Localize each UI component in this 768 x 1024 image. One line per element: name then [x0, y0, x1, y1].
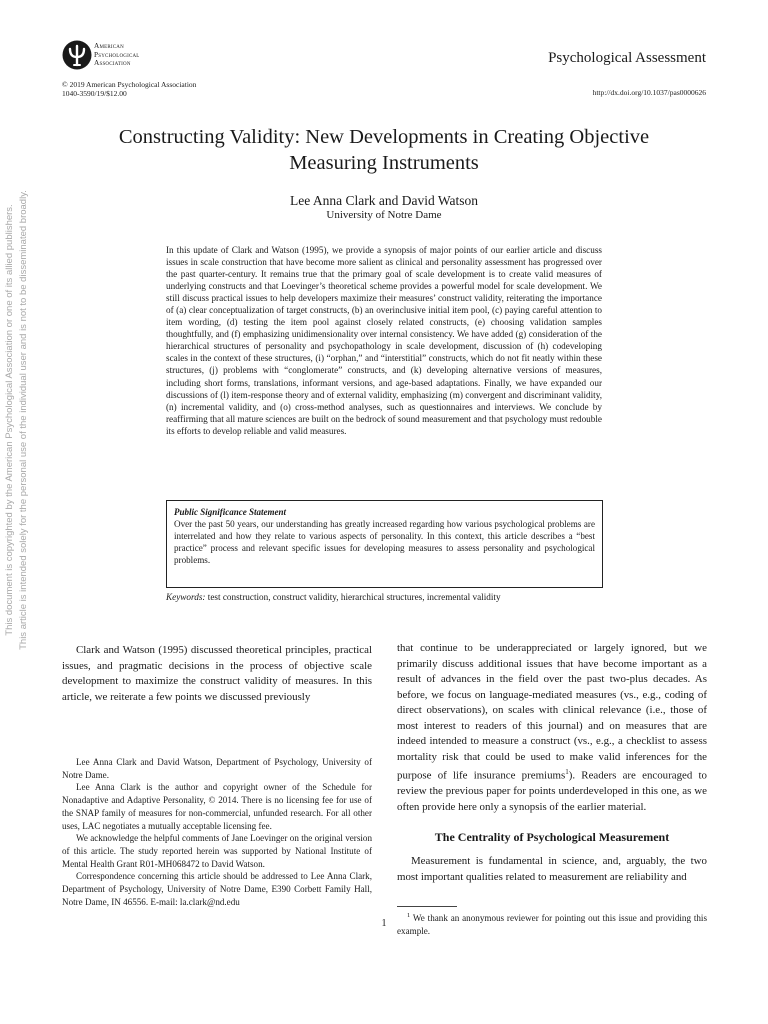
author-note-copyright: Lee Anna Clark is the author and copyright owner of the Schedule for Nonadaptive and Adaptive Personality, © 2014. There is no licensing fee for use of the SNAP family of measures for non-commercial, unfunded research. For all other uses, LAC negotiates a mutually acceptable licensing fee. — [62, 782, 372, 831]
keywords-label: Keywords: — [166, 592, 206, 602]
author-note-affiliation: Lee Anna Clark and David Watson, Department of Psychology, University of Notre Dame. — [62, 757, 372, 780]
keywords — [166, 592, 606, 602]
author-note-correspondence: Correspondence concerning this article should be addressed to Lee Anna Clark, Department of Psychology, University of Notre Dame, E390 Corbett Family Hall, Notre Dame, IN 46556. E-mail: la.clark@nd.edu — [62, 871, 372, 907]
author-affiliation: University of Notre Dame — [326, 209, 442, 221]
footnote-ref-1[interactable]: 1 — [565, 768, 569, 776]
page-number: 1 — [381, 918, 387, 929]
doi-link[interactable]: http://dx.doi.org/10.1037/pas0000626 — [592, 88, 706, 97]
author-note — [62, 756, 372, 908]
section-paragraph-container — [397, 854, 707, 885]
copyright-notice: © 2019 American Psychological Association 1040-3590/19/$12.00 — [62, 80, 197, 98]
body-column-2 — [397, 641, 707, 815]
body-column-1 — [62, 643, 372, 705]
public-significance-box — [166, 500, 603, 588]
footnote-divider — [397, 906, 457, 907]
intro-paragraph: Clark and Watson (1995) discussed theoretical principles, practical issues, and pragmatic decisions in the process of objective scale development to maximize the construct validity of measures. In this article, we reiterate a few points we discussed previously — [62, 644, 372, 703]
article-title: Constructing Validity: New Developments in Creating Objective Measuring Instruments — [118, 126, 650, 174]
publisher-name: American Psychological Association — [94, 41, 140, 68]
section-heading: The Centrality of Psychological Measurement — [434, 830, 670, 844]
continued-paragraph: that continue to be underappreciated or largely ignored, but we primarily discuss additional issues that have become important as a result of advances in the field over the past two-plus decades. As before, we focus on language-mediated measures (vs., e.g., coding of direct observations), on scales with clinical relevance (i.e., those of most interest to readers of this journal) and on measures that are indeed intended to measure a construct (vs., e.g., a checklist to assess mortality risk that could be used to make valid inferences for the purpose of life insurance premiums$^1$). Readers are encouraged to review the previous paper for points underdeveloped in this one, as we often provide here only a synopsis of the earlier material. — [397, 642, 707, 813]
copyright-watermark-line-2: This article is intended solely for the personal use of the individual user and is not to be disseminated broadly. — [18, 190, 29, 650]
footnote-marker: 1 — [407, 912, 411, 919]
article-authors: Lee Anna Clark and David Watson — [290, 193, 478, 208]
apa-logo-icon — [62, 40, 92, 70]
section-paragraph: Measurement is fundamental in science, and, arguably, the two most important qualities related to measurement are reliability and — [397, 855, 707, 883]
footnote-1: $^1$ We thank an anonymous reviewer for pointing out this issue and providing this example. — [397, 912, 707, 936]
author-note-acknowledgment: We acknowledge the helpful comments of Jane Loevinger on the original version of this article. The study reported herein was supported by National Institute of Mental Health Grant R01-MH068472 to David Watson. — [62, 833, 372, 869]
journal-name: Psychological Assessment — [548, 50, 706, 66]
copyright-watermark-line-1: This document is copyrighted by the American Psychological Association or one of its allied publishers. — [4, 204, 15, 636]
public-significance-text: Over the past 50 years, our understanding has greatly increased regarding how various psychological problems are interrelated and how they relate to various aspects of personality. In this context, this article describes a “best practice” process and relevant specific issues for developing measures to assess personality and psychological problems. — [174, 519, 595, 566]
keywords-text: test construction, construct validity, hierarchical structures, incremental validity — [207, 592, 501, 602]
public-significance-title: Public Significance Statement — [174, 507, 286, 517]
abstract: In this update of Clark and Watson (1995), we provide a synopsis of major points of our earlier article and discuss issues in scale construction that have become more salient as clinical and personality assessment has progressed over the past quarter-century. It remains true that the primary goal of scale development is to create valid measures of underlying constructs and that Loevinger’s theoretical scheme provides a powerful model for scale development. We still discuss practical issues to help developers maximize their measures’ construct validity, reiterating the importance of (a) clear conceptualization of target constructs, (b) an overinclusive initial item pool, (c) paying careful attention to item wording, (d) testing the item pool against closely related constructs, (e) choosing validation samples thoughtfully, and (f) emphasizing unidimensionality over internal consistency. We have added (g) consideration of the hierarchical structures of personality and psychopathology in scale development, discussion of (h) codeveloping scales in the context of these structures, (i) “orphan,” and “interstitial” constructs, which do not fit neatly within these structures, (j) problems with “conglomerate” constructs, and (k) developing alternative versions of measures, including short forms, translations, informant versions, and age-based adaptations. Finally, we have expanded our discussions of (l) item-response theory and of external validity, emphasizing (m) convergent and discriminant validity, (n) incremental validity, and (o) cross-method analyses, such as questionnaires and interviews. We conclude by reaffirming that all mature sciences are built on the bedrock of sound measurement and that psychology must redouble its efforts to develop reliable and valid measures. — [166, 245, 602, 436]
